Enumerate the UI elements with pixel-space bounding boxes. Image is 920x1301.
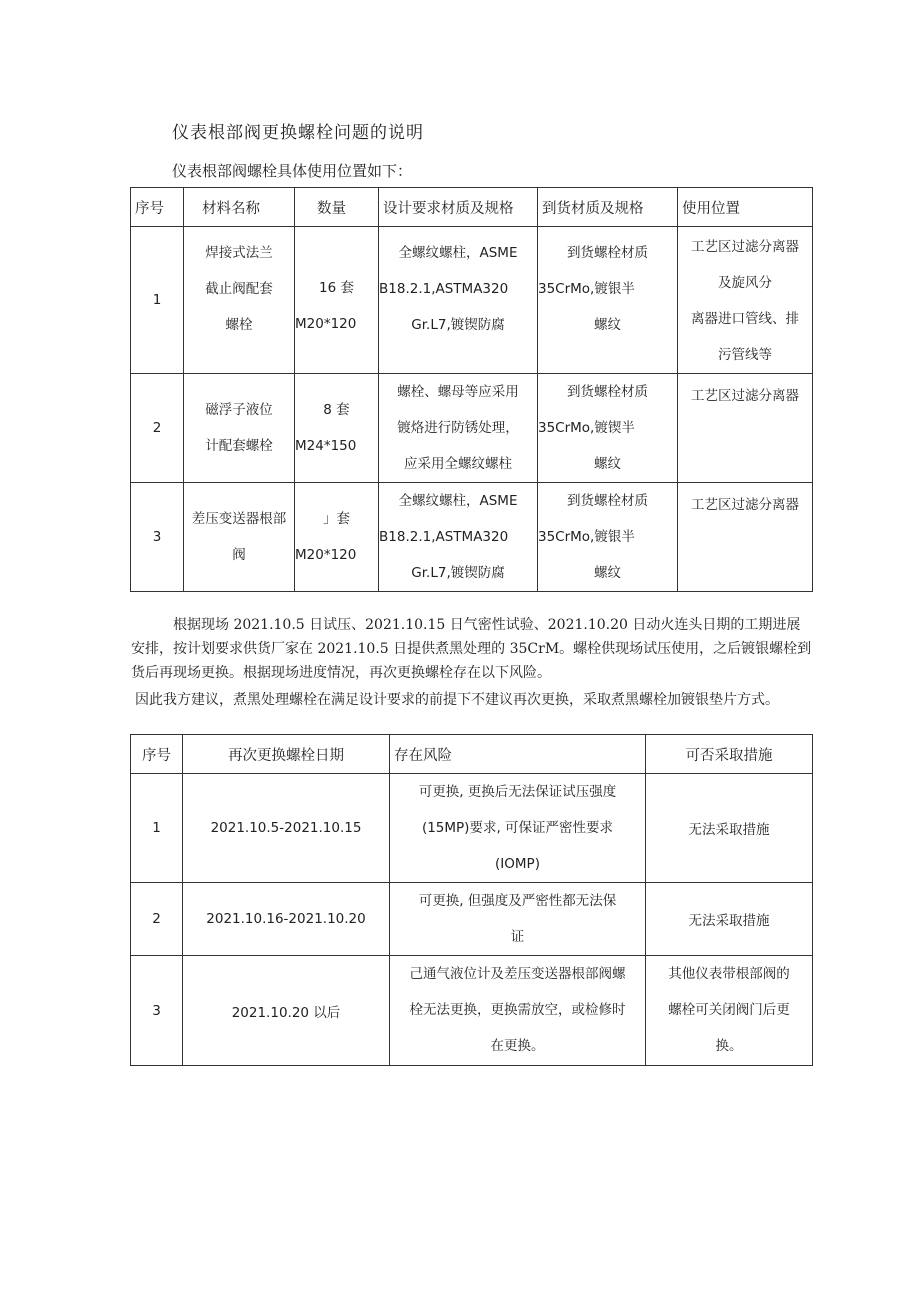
table-row [131, 483, 813, 592]
arrival-line: 35CrMo,镀锲半 [538, 420, 635, 436]
table-row [131, 374, 813, 483]
arrival-line: 螺纹 [594, 565, 621, 581]
risk-line: 栓无法更换，更换需放空，或检修时 [409, 1002, 626, 1018]
design-line: 镀烙进行防锈处理， [397, 420, 519, 436]
qty-line: M24*150 [295, 438, 357, 454]
qty-line: M20*120 [295, 316, 357, 332]
risk-line: 证 [510, 929, 525, 945]
date-cell: 2021.10.20 以后 [183, 956, 390, 1066]
measure-line: 螺栓可关闭阀门后更 [668, 1002, 790, 1018]
row-no: 3 [131, 483, 184, 592]
design-line: 全螺纹螺柱，ASME [398, 245, 518, 261]
name-line: 计配套螺栓 [205, 438, 273, 454]
arrival-spec-cell [538, 374, 678, 483]
risk-cell [390, 883, 646, 956]
arrival-line: 到货螺栓材质 [567, 384, 648, 400]
location-line: 工艺区过滤分离器 [691, 388, 799, 404]
location-cell [678, 227, 813, 374]
header-measure: 可否采取措施 [646, 735, 813, 774]
location-line: 工艺区过滤分离器 [691, 497, 799, 513]
risk-cell [390, 774, 646, 883]
header-risk: 存在风险 [390, 735, 646, 774]
header-arrival-spec: 到货材质及规格 [538, 188, 678, 227]
risk-line: 在更换。 [490, 1038, 545, 1054]
location-line: 及旋风分 [718, 275, 772, 291]
header-material-name: 材料名称 [184, 188, 295, 227]
risk-line: (IOMP) [495, 856, 540, 872]
risk-line: 可更换, 更换后无法保证试压强度 [418, 784, 617, 800]
arrival-line: 35CrMo,镀银半 [538, 529, 635, 545]
table1-header-row [131, 188, 813, 227]
location-line: 工艺区过滤分离器 [691, 239, 799, 255]
design-spec-cell [379, 374, 538, 483]
schedule-paragraph: 根据现场 2021.10.5 日试压、2021.10.15 日气密性试验、2021.10.20 日动火连头日期的工期进展安排，按计划要求供货厂家在 2021.10.5 日提供煮黑处理的 35CrM。螺栓供现场试压使用，之后镀银螺栓到货后再现场更换。根据现场进度情况，再次更换螺栓存在以下风险。 [131, 617, 812, 681]
arrival-line: 35CrMo,镀银半 [538, 281, 635, 297]
quantity-cell [295, 374, 379, 483]
qty-line: M20*120 [295, 547, 357, 563]
recommendation-paragraph: 因此我方建议，煮黑处理螺栓在满足设计要求的前提下不建议再次更换，采取煮黑螺栓加镀银垫片方式。 [135, 692, 779, 708]
arrival-line: 螺纹 [594, 456, 621, 472]
row-no: 2 [131, 374, 184, 483]
table-row [131, 956, 813, 1066]
design-spec-cell [379, 227, 538, 374]
design-line: B18.2.1,ASTMA320 [379, 529, 509, 545]
header-no: 序号 [131, 735, 183, 774]
measure-line: 其他仪表带根部阀的 [668, 966, 790, 982]
arrival-spec-cell [538, 227, 678, 374]
material-name-cell [184, 227, 295, 374]
table-row [131, 883, 813, 956]
arrival-line: 到货螺栓材质 [567, 493, 648, 509]
header-no: 序号 [131, 188, 184, 227]
design-line: B18.2.1,ASTMA320 [379, 281, 509, 297]
qty-line: 16 套 [319, 280, 354, 296]
quantity-cell [295, 227, 379, 374]
document-title: 仪表根部阀更换螺栓问题的说明 [172, 123, 424, 143]
name-line: 阀 [232, 547, 246, 563]
header-location: 使用位置 [678, 188, 813, 227]
material-name-cell [184, 483, 295, 592]
arrival-line: 到货螺栓材质 [567, 245, 648, 261]
risk-table [130, 734, 813, 1066]
location-line: 离器进口管线、排 [691, 311, 799, 327]
table-row [131, 774, 813, 883]
design-line: 应采用全螺纹螺柱 [404, 456, 512, 472]
name-line: 焊接式法兰 [205, 245, 273, 261]
location-cell [678, 483, 813, 592]
header-quantity: 数量 [295, 188, 379, 227]
design-line: Gr.L7,镀锲防腐 [411, 317, 505, 333]
date-cell: 2021.10.5-2021.10.15 [183, 774, 390, 883]
row-no: 1 [131, 774, 183, 883]
bolt-usage-table [130, 187, 813, 592]
measure-line: 换。 [715, 1038, 743, 1054]
row-no: 2 [131, 883, 183, 956]
measure-cell: 无法采取措施 [646, 774, 813, 883]
table-row [131, 227, 813, 374]
location-line: 污管线等 [718, 347, 772, 363]
row-no: 1 [131, 227, 184, 374]
measure-cell [646, 956, 813, 1066]
name-line: 磁浮子液位 [205, 402, 273, 418]
arrival-line: 螺纹 [594, 317, 621, 333]
header-design-spec: 设计要求材质及规格 [379, 188, 538, 227]
location-cell [678, 374, 813, 483]
risk-cell [390, 956, 646, 1066]
row-no: 3 [131, 956, 183, 1066]
name-line: 差压变送器根部 [191, 511, 287, 527]
measure-cell: 无法采取措施 [646, 883, 813, 956]
qty-line: 」套 [323, 511, 350, 527]
risk-line: (15MP)要求, 可保证严密性要求 [421, 820, 614, 836]
design-line: 螺栓、螺母等应采用 [397, 384, 519, 400]
design-line: Gr.L7,镀锲防腐 [411, 565, 505, 581]
date-cell: 2021.10.16-2021.10.20 [183, 883, 390, 956]
qty-line: 8 套 [323, 402, 350, 418]
design-line: 全螺纹螺柱，ASME [398, 493, 518, 509]
risk-line: 可更换, 但强度及严密性都无法保 [418, 893, 617, 909]
risk-line: 己通气液位计及差压变送器根部阀螺 [409, 966, 626, 982]
header-date: 再次更换螺栓日期 [183, 735, 390, 774]
material-name-cell [184, 374, 295, 483]
quantity-cell [295, 483, 379, 592]
table2-header-row [131, 735, 813, 774]
arrival-spec-cell [538, 483, 678, 592]
name-line: 截止阀配套 [205, 281, 273, 297]
table1-caption: 仪表根部阀螺栓具体使用位置如下： [172, 162, 413, 180]
design-spec-cell [379, 483, 538, 592]
name-line: 螺栓 [225, 317, 253, 333]
